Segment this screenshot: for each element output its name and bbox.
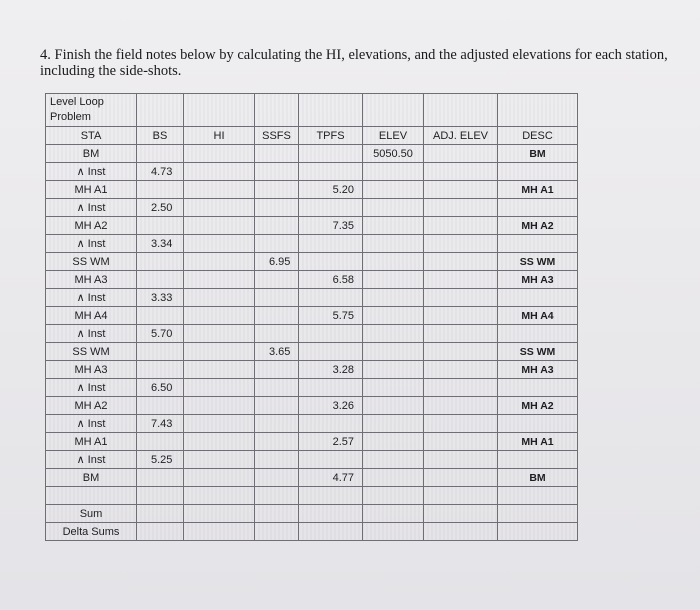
adj-elev-cell: [424, 271, 498, 289]
bs-cell: 5.25: [137, 451, 184, 469]
tpfs-cell: [299, 199, 363, 217]
hi-cell: [184, 253, 255, 271]
tpfs-cell: 3.28: [299, 361, 363, 379]
sta-cell: ∧ Inst: [46, 235, 137, 253]
bs-cell: 6.50: [137, 379, 184, 397]
elev-cell: [363, 451, 424, 469]
delta-sums-row-cell: [255, 523, 299, 541]
bs-cell: [137, 307, 184, 325]
table-row: [46, 451, 578, 469]
ssfs-cell: 6.95: [255, 253, 299, 271]
hi-cell: [184, 361, 255, 379]
header-tpfs: TPFS: [299, 127, 363, 145]
adj-elev-cell: [424, 487, 498, 505]
table-row: [46, 307, 578, 325]
question-body: Finish the field notes below by calculating the HI, elevations, and the adjusted elevations for each station, including the side-shots.: [40, 47, 668, 79]
adj-elev-cell: [424, 415, 498, 433]
sta-cell: ∧ Inst: [46, 289, 137, 307]
desc-cell: [498, 415, 578, 433]
table-row: [46, 325, 578, 343]
adj-elev-cell: [424, 235, 498, 253]
question-number: 4.: [40, 47, 51, 63]
table-row: [46, 289, 578, 307]
sum-row-cell: [299, 505, 363, 523]
ssfs-cell: 3.65: [255, 343, 299, 361]
delta-sums-row-cell: [498, 523, 578, 541]
desc-cell: MH A1: [498, 433, 578, 451]
desc-cell: [498, 487, 578, 505]
tpfs-cell: [299, 415, 363, 433]
hi-cell: [184, 451, 255, 469]
sum-row-cell: [424, 505, 498, 523]
desc-cell: MH A3: [498, 361, 578, 379]
header-bs: BS: [137, 127, 184, 145]
sum-row: [46, 505, 578, 523]
desc-cell: MH A3: [498, 271, 578, 289]
ssfs-cell: [255, 181, 299, 199]
sta-cell: SS WM: [46, 253, 137, 271]
desc-cell: MH A2: [498, 217, 578, 235]
sta-cell: ∧ Inst: [46, 163, 137, 181]
ssfs-cell: [255, 433, 299, 451]
elev-cell: [363, 433, 424, 451]
tpfs-cell: [299, 289, 363, 307]
sta-cell: MH A3: [46, 271, 137, 289]
bs-cell: [137, 217, 184, 235]
title-blank-desc: [498, 94, 578, 127]
sta-cell: ∧ Inst: [46, 199, 137, 217]
tpfs-cell: [299, 451, 363, 469]
ssfs-cell: [255, 361, 299, 379]
table-row: [46, 271, 578, 289]
hi-cell: [184, 199, 255, 217]
adj-elev-cell: [424, 289, 498, 307]
sta-cell: ∧ Inst: [46, 415, 137, 433]
sta-cell: BM: [46, 145, 137, 163]
table-row: [46, 361, 578, 379]
bs-cell: [137, 469, 184, 487]
title-row: [46, 94, 578, 127]
ssfs-cell: [255, 217, 299, 235]
elev-cell: [363, 271, 424, 289]
elev-cell: [363, 469, 424, 487]
level-loop-table: [45, 93, 578, 541]
adj-elev-cell: [424, 163, 498, 181]
bs-cell: [137, 361, 184, 379]
bs-cell: 4.73: [137, 163, 184, 181]
hi-cell: [184, 487, 255, 505]
desc-cell: [498, 451, 578, 469]
adj-elev-cell: [424, 469, 498, 487]
sta-cell: MH A1: [46, 181, 137, 199]
elev-cell: [363, 397, 424, 415]
ssfs-cell: [255, 451, 299, 469]
tpfs-cell: [299, 253, 363, 271]
header-sta: STA: [46, 127, 137, 145]
adj-elev-cell: [424, 379, 498, 397]
desc-cell: MH A2: [498, 397, 578, 415]
adj-elev-cell: [424, 307, 498, 325]
bs-cell: 2.50: [137, 199, 184, 217]
bs-cell: 7.43: [137, 415, 184, 433]
elev-cell: [363, 199, 424, 217]
table-row: [46, 181, 578, 199]
elev-cell: [363, 163, 424, 181]
hi-cell: [184, 415, 255, 433]
table-row: [46, 145, 578, 163]
tpfs-cell: 2.57: [299, 433, 363, 451]
desc-cell: SS WM: [498, 343, 578, 361]
desc-cell: [498, 163, 578, 181]
title-blank-hi: [184, 94, 255, 127]
elev-cell: [363, 361, 424, 379]
sta-cell: MH A2: [46, 397, 137, 415]
ssfs-cell: [255, 235, 299, 253]
title-blank-tpfs: [299, 94, 363, 127]
elev-cell: [363, 379, 424, 397]
tpfs-cell: [299, 379, 363, 397]
adj-elev-cell: [424, 253, 498, 271]
hi-cell: [184, 181, 255, 199]
adj-elev-cell: [424, 217, 498, 235]
hi-cell: [184, 289, 255, 307]
table-row: [46, 253, 578, 271]
elev-cell: [363, 325, 424, 343]
sta-cell: SS WM: [46, 343, 137, 361]
bs-cell: [137, 271, 184, 289]
adj-elev-cell: [424, 343, 498, 361]
hi-cell: [184, 397, 255, 415]
header-adj-elev: ADJ. ELEV: [424, 127, 498, 145]
header-row: [46, 127, 578, 145]
table-row: [46, 487, 578, 505]
ssfs-cell: [255, 379, 299, 397]
bs-cell: 3.33: [137, 289, 184, 307]
ssfs-cell: [255, 415, 299, 433]
adj-elev-cell: [424, 145, 498, 163]
hi-cell: [184, 469, 255, 487]
elev-cell: 5050.50: [363, 145, 424, 163]
elev-cell: [363, 487, 424, 505]
hi-cell: [184, 217, 255, 235]
sta-cell: ∧ Inst: [46, 451, 137, 469]
desc-cell: [498, 379, 578, 397]
adj-elev-cell: [424, 451, 498, 469]
tpfs-cell: 4.77: [299, 469, 363, 487]
header-ssfs: SSFS: [255, 127, 299, 145]
hi-cell: [184, 163, 255, 181]
ssfs-cell: [255, 199, 299, 217]
sta-cell: MH A1: [46, 433, 137, 451]
question-text: [40, 47, 670, 79]
elev-cell: [363, 343, 424, 361]
adj-elev-cell: [424, 433, 498, 451]
desc-cell: [498, 325, 578, 343]
adj-elev-cell: [424, 181, 498, 199]
tpfs-cell: 5.75: [299, 307, 363, 325]
delta-sums-row-label: Delta Sums: [46, 523, 137, 541]
desc-cell: MH A1: [498, 181, 578, 199]
bs-cell: 5.70: [137, 325, 184, 343]
table-row: [46, 163, 578, 181]
tpfs-cell: [299, 343, 363, 361]
header-hi: HI: [184, 127, 255, 145]
bs-cell: [137, 253, 184, 271]
hi-cell: [184, 145, 255, 163]
tpfs-cell: 7.35: [299, 217, 363, 235]
table-row: [46, 199, 578, 217]
sta-cell: BM: [46, 469, 137, 487]
sta-cell: [46, 487, 137, 505]
bs-cell: [137, 397, 184, 415]
elev-cell: [363, 181, 424, 199]
table-row: [46, 217, 578, 235]
title-blank-bs: [137, 94, 184, 127]
tpfs-cell: [299, 487, 363, 505]
bs-cell: [137, 145, 184, 163]
elev-cell: [363, 289, 424, 307]
desc-cell: BM: [498, 145, 578, 163]
adj-elev-cell: [424, 199, 498, 217]
elev-cell: [363, 307, 424, 325]
title-line-1: Level Loop: [50, 96, 104, 108]
tpfs-cell: [299, 235, 363, 253]
sum-row-cell: [363, 505, 424, 523]
header-desc: DESC: [498, 127, 578, 145]
elev-cell: [363, 235, 424, 253]
hi-cell: [184, 307, 255, 325]
desc-cell: SS WM: [498, 253, 578, 271]
table-row: [46, 343, 578, 361]
ssfs-cell: [255, 397, 299, 415]
sum-row-label: Sum: [46, 505, 137, 523]
tpfs-cell: 3.26: [299, 397, 363, 415]
bs-cell: [137, 433, 184, 451]
table-row: [46, 469, 578, 487]
header-elev: ELEV: [363, 127, 424, 145]
ssfs-cell: [255, 307, 299, 325]
hi-cell: [184, 271, 255, 289]
ssfs-cell: [255, 163, 299, 181]
tpfs-cell: [299, 325, 363, 343]
delta-sums-row-cell: [424, 523, 498, 541]
table-row: [46, 397, 578, 415]
bs-cell: [137, 181, 184, 199]
desc-cell: [498, 199, 578, 217]
sta-cell: MH A2: [46, 217, 137, 235]
delta-sums-row-cell: [363, 523, 424, 541]
tpfs-cell: [299, 145, 363, 163]
sta-cell: ∧ Inst: [46, 325, 137, 343]
sta-cell: MH A3: [46, 361, 137, 379]
delta-sums-row-cell: [299, 523, 363, 541]
elev-cell: [363, 217, 424, 235]
title-line-2: Problem: [50, 111, 91, 123]
elev-cell: [363, 253, 424, 271]
table-row: [46, 415, 578, 433]
table-row: [46, 235, 578, 253]
tpfs-cell: 6.58: [299, 271, 363, 289]
table-title: [46, 94, 137, 127]
ssfs-cell: [255, 271, 299, 289]
table-row: [46, 433, 578, 451]
ssfs-cell: [255, 487, 299, 505]
ssfs-cell: [255, 325, 299, 343]
desc-cell: [498, 235, 578, 253]
ssfs-cell: [255, 469, 299, 487]
delta-sums-row: [46, 523, 578, 541]
hi-cell: [184, 343, 255, 361]
delta-sums-row-cell: [137, 523, 184, 541]
adj-elev-cell: [424, 361, 498, 379]
hi-cell: [184, 235, 255, 253]
hi-cell: [184, 325, 255, 343]
sum-row-cell: [184, 505, 255, 523]
sta-cell: MH A4: [46, 307, 137, 325]
desc-cell: [498, 289, 578, 307]
elev-cell: [363, 415, 424, 433]
ssfs-cell: [255, 145, 299, 163]
delta-sums-row-cell: [184, 523, 255, 541]
bs-cell: 3.34: [137, 235, 184, 253]
ssfs-cell: [255, 289, 299, 307]
sum-row-cell: [137, 505, 184, 523]
hi-cell: [184, 379, 255, 397]
table-row: [46, 379, 578, 397]
desc-cell: BM: [498, 469, 578, 487]
title-blank-elev: [363, 94, 424, 127]
hi-cell: [184, 433, 255, 451]
tpfs-cell: [299, 163, 363, 181]
adj-elev-cell: [424, 397, 498, 415]
adj-elev-cell: [424, 325, 498, 343]
tpfs-cell: 5.20: [299, 181, 363, 199]
sum-row-cell: [255, 505, 299, 523]
bs-cell: [137, 343, 184, 361]
sum-row-cell: [498, 505, 578, 523]
title-blank-ssfs: [255, 94, 299, 127]
desc-cell: MH A4: [498, 307, 578, 325]
title-blank-adj: [424, 94, 498, 127]
sta-cell: ∧ Inst: [46, 379, 137, 397]
bs-cell: [137, 487, 184, 505]
